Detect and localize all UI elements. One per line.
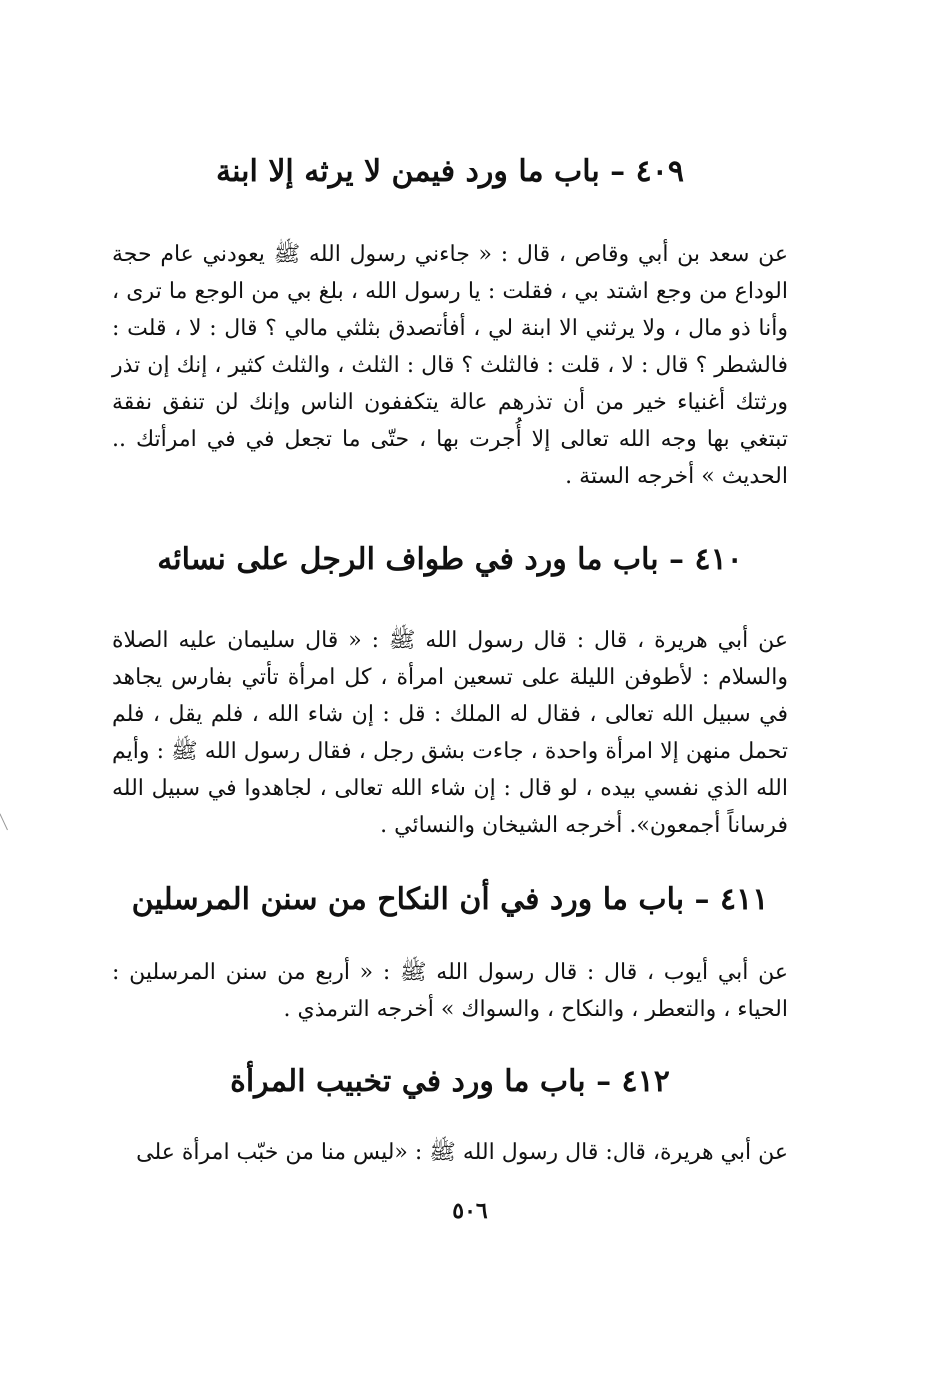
section-412 xyxy=(112,1060,788,1171)
section-body xyxy=(112,1134,788,1171)
paragraph: عن أبي هريرة ، قال : قال رسول الله ﷺ : « قال سليمان عليه الصلاة والسلام : لأطوفن الليلة على تسعين امرأة ، كل امرأة تأتي بفارس يجاهد في سبيل الله تعالى ، فقال له الملك : قل : إن شاء الله ، فلم يقل ، فلم تحمل منهن إلا امرأة واحدة ، جاءت بشق رجل ، فقال رسول الله ﷺ : وأيم الله الذي نفسي بيده ، لو قال : إن شاء الله تعالى ، لجاهدوا في سبيل الله فرساناً أجمعون». أخرجه الشيخان والنسائي . xyxy=(112,628,788,838)
section-411 xyxy=(112,878,788,1028)
section-heading: ٤١١ – باب ما ورد في أن النكاح من سنن المرسلين xyxy=(131,882,769,917)
paragraph: عن أبي أيوب ، قال : قال رسول الله ﷺ : « أربع من سنن المرسلين : الحياء ، والتعطر ، والنكاح ، والسواك » أخرجه الترمذي . xyxy=(112,960,788,1022)
section-410 xyxy=(112,538,788,844)
section-409 xyxy=(112,150,788,495)
section-heading: ٤١٢ – باب ما ورد في تخبيب المرأة xyxy=(230,1064,670,1099)
paragraph: عن سعد بن أبي وقاص ، قال : « جاءني رسول الله ﷺ يعودني عام حجة الوداع من وجع اشتد بي ، فقلت : يا رسول الله ، بلغ بي من الوجع ما ترى ، وأنا ذو مال ، ولا يرثني الا ابنة لي ، أفأتصدق بثلثي مالي ؟ قال : لا ، قلت : فالشطر ؟ قال : لا ، قلت : فالثلث ؟ قال : الثلث ، والثلث كثير ، إنك إن تذر ورثتك أغنياء خير من أن تذرهم عالة يتكففون الناس وإنك لن تنفق نفقة تبتغي بها وجه الله تعالى إلا أُجرت بها ، حتّى ما تجعل في في امرأتك .. الحديث » أخرجه الستة . xyxy=(112,242,788,489)
section-heading: ٤١٠ – باب ما ورد في طواف الرجل على نسائه xyxy=(157,542,743,577)
paragraph: عن أبي هريرة، قال: قال رسول الله ﷺ : «ليس منا من خبّب امرأة على xyxy=(136,1140,788,1165)
section-heading: ٤٠٩ – باب ما ورد فيمن لا يرثه إلا ابنة xyxy=(216,154,684,189)
section-body xyxy=(112,236,788,495)
scan-mark xyxy=(0,812,12,830)
page-number: ٥٠٦ xyxy=(452,1198,488,1224)
section-body xyxy=(112,622,788,844)
book-page xyxy=(112,0,788,1373)
section-body xyxy=(112,954,788,1028)
